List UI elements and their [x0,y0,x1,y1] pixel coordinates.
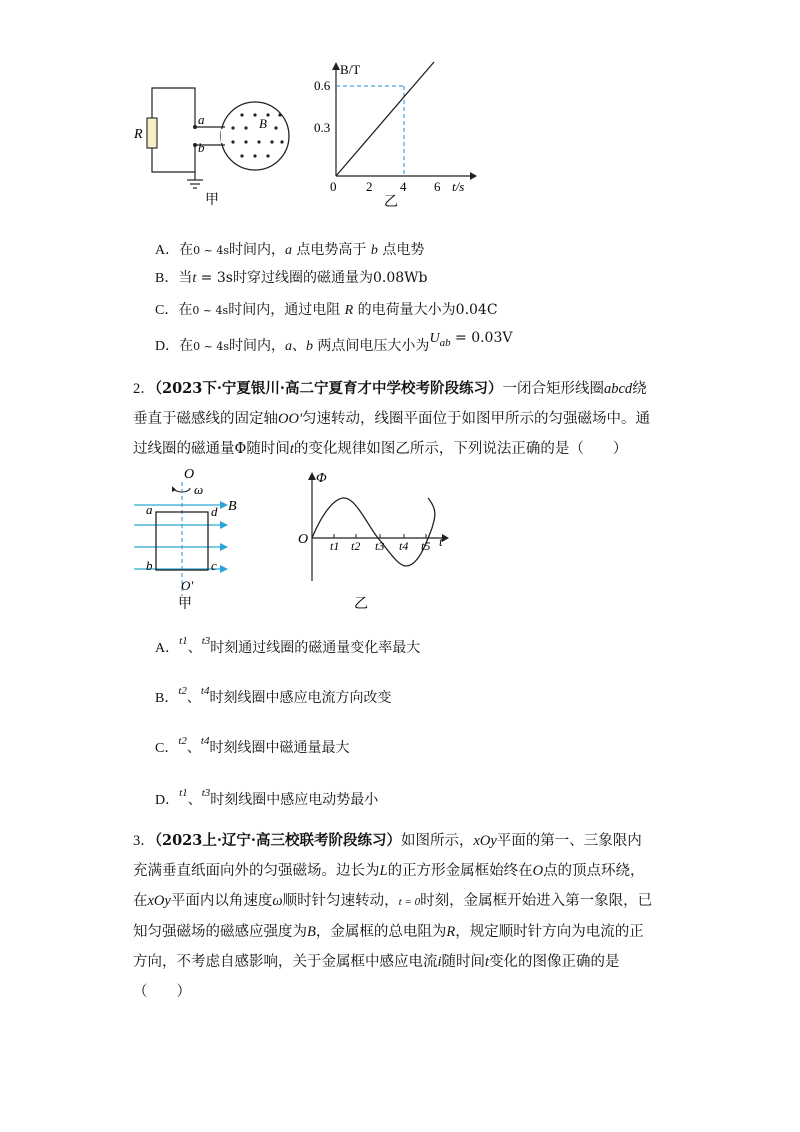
q1-graph-x-tick-0: 0 [330,179,337,194]
q2-tick-t5: t5 [421,539,431,553]
q2-option-b: B．$^{t2}$、$^{t4}$时刻线圈中感应电流方向改变 [155,685,392,706]
q2-option-a: A．$^{t1}$、$^{t3}$时刻通过线圈的磁通量变化率最大 [155,635,421,656]
coil [221,102,289,170]
q2-graph-y-label: Φ [316,471,327,486]
q1-graph-x-tick-2: 2 [366,179,373,194]
field-label: B [259,116,267,131]
q1-fig-b-caption: 乙 [384,195,398,208]
q1-graph-y-tick-0.3: 0.3 [314,120,331,135]
terminal-a-label: a [198,112,205,127]
q2-corner-d: d [211,504,218,519]
q2-fig-a-caption: 甲 [178,597,192,612]
q2-tick-t2: t2 [351,539,361,553]
q1-graph-x-tick-6: 6 [434,179,441,194]
q2-axis-top-label: O [184,467,195,482]
resistor-label: R [134,127,143,142]
q1-option-a: A．在0 ~ 4s时间内，a 点电势高于 b 点电势 [155,242,425,258]
q1-option-b: B．当t = 3s时穿过线圈的磁通量为0.08Wb [155,270,428,286]
q1-graph-y-tick-0.6: 0.6 [314,78,331,93]
q2-fig-b-caption: 乙 [354,597,368,612]
field-dots [231,113,283,157]
q2-flux-graph [294,466,454,616]
q2-option-d: D．$^{t1}$、$^{t3}$时刻线圈中感应电动势最小 [155,787,379,808]
q2-graph-origin: O [298,532,309,547]
q2-axis-bottom-label: O' [181,578,194,593]
q2-graph-x-label: t [439,534,443,549]
flux-curve [312,498,435,566]
q1-graph-x-label: t/s [452,179,465,194]
q2-corner-b: b [146,558,153,573]
q2-corner-c: c [211,558,217,573]
bt-line [336,62,434,176]
q2-stem: 2．（2023下·宁夏银川·高二宁夏育才中学校考阶段练习）一闭合矩形线圈abcd绕垂直于磁感线的固定轴OO'匀速转动，线圈平面位于如图甲所示的匀强磁场中。通过线圈的磁通量Φ随时间t的变化规律如图乙所示，下列说法正确的是（ ） [133,380,651,457]
q2-option-c: C．$^{t2}$、$^{t4}$时刻线圈中磁通量最大 [155,735,350,756]
resistor [147,118,157,148]
q1-graph-x-tick-4: 4 [400,179,407,194]
q1-bt-graph [310,58,480,208]
q2-tick-t4: t4 [399,539,409,553]
terminal-b-label: b [198,140,205,155]
q1-circuit-figure [130,80,300,215]
q2-coil-figure [128,466,248,616]
q2-omega-label: ω [194,482,204,497]
q2-tick-t1: t1 [330,539,340,553]
q2-tick-t3: t3 [375,539,385,553]
q3-stem: 3．（2023上·辽宁·高三校联考阶段练习）如图所示，xOy平面的第一、三象限内充满垂直纸面向外的匀强磁场。边长为L的正方形金属框始终在O点的顶点环绕，在xOy平面内以角速度ω顺时针匀速转动，t = 0时刻，金属框开始进入第一象限，已知匀强磁场的磁感应强度为B，金属框的总电阻为R，规定顺时针方向为电流的正方向，不考虑自感影响，关于金属框中感应电流i随时间t变化的图像正确的是（ ） [133,832,653,1000]
q1-option-c: C．在0 ~ 4s时间内，通过电阻 R 的电荷量大小为0.04C [155,302,498,318]
q1-option-d: D．在0 ~ 4s时间内，a、b 两点间电压大小为$U^{ab} = 0.03V$ [155,330,513,354]
q2-field-label: B [228,499,237,514]
q1-fig-a-caption: 甲 [205,193,219,208]
q1-graph-y-label: B/T [340,62,361,77]
q3-source: （2023上·辽宁·高三校联考阶段练习） [154,832,401,849]
q2-source: （2023下·宁夏银川·高二宁夏育才中学校考阶段练习） [154,380,503,397]
q2-corner-a: a [146,502,153,517]
